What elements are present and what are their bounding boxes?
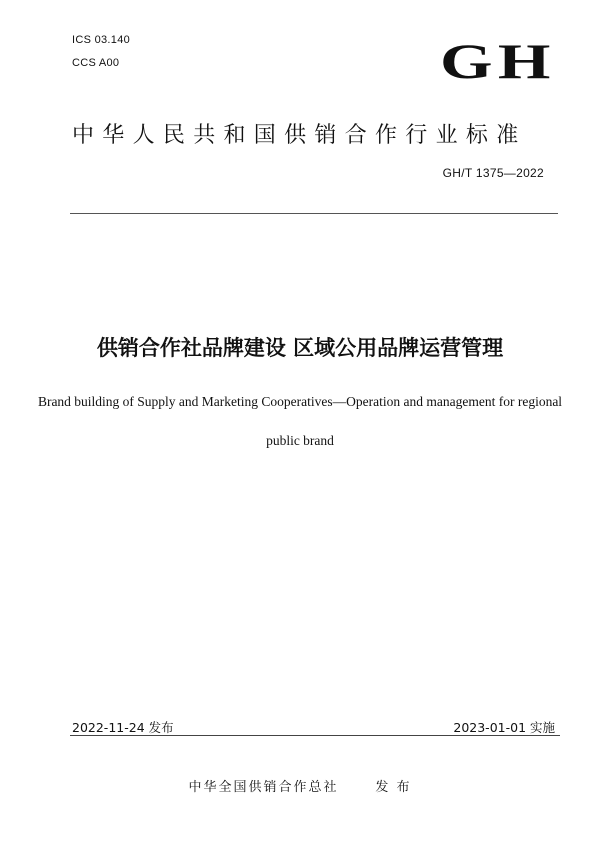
ccs-code: CCS A00: [72, 57, 120, 69]
standard-type-heading: 中华人民共和国供销合作行业标准: [72, 123, 527, 148]
footer-divider: [70, 735, 560, 736]
english-title: Brand building of Supply and Marketing Cooperatives—Operation and management for regional public brand: [37, 394, 563, 448]
implement-date: 2023-01-01 实施: [453, 720, 555, 735]
chinese-title: 供销合作社品牌建设 区域公用品牌运营管理: [96, 336, 504, 360]
publish-date: 2022-11-24 发布: [72, 720, 174, 735]
header-divider: [70, 213, 558, 214]
publisher: 中华全国供销合作总社 发 布: [188, 780, 412, 795]
ics-code: ICS 03.140: [72, 34, 131, 46]
gh-logo: GH: [440, 33, 556, 89]
standard-number: GH/T 1375—2022: [442, 166, 544, 180]
